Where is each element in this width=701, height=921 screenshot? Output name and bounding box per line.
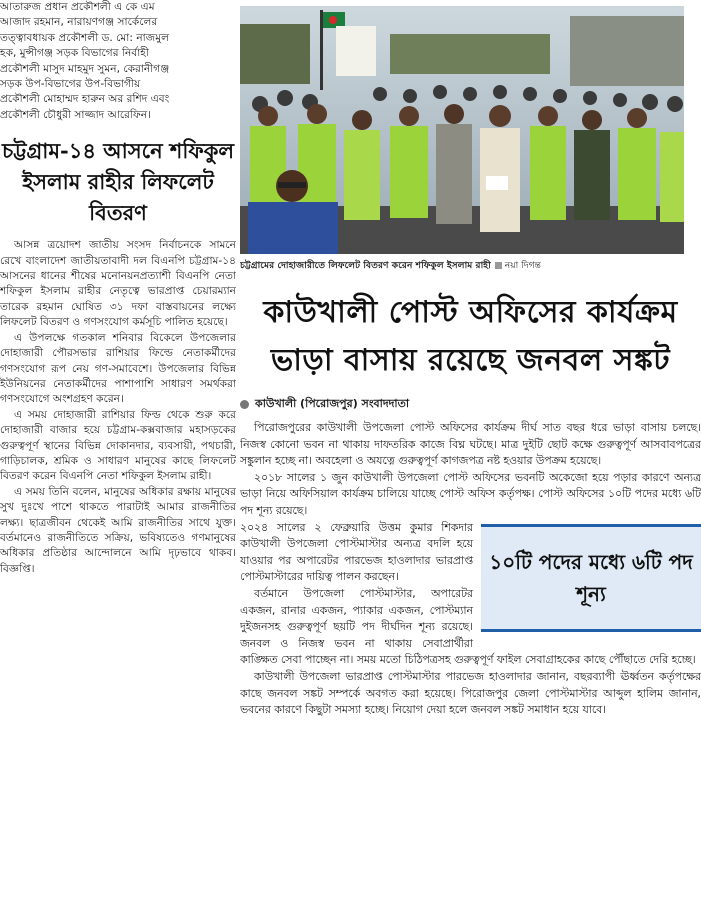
left-paragraph: এ উপলক্ষে গতকাল শনিবার বিকেলে উপজেলার দোহাজারী পৌরসভার রাশিয়ার ফিল্ডে নেতাকর্মীদের গণসংযোগ রূপ নেয় গণ-সমাবেশে। উপজেলার বিভিন্ন ইউনিয়নের নেতাকর্মীদের পাশাপাশি সাধারণ সমর্থকরা গণসংযোগে অংশগ্রহণ করেন। <box>0 331 236 406</box>
photo-caption-text: চট্টগ্রামের দোহাজারীতে লিফলেট বিতরণ করেন শফিকুল ইসলাম রাহী <box>240 260 491 271</box>
photo-caption <box>240 258 701 273</box>
pull-quote-box <box>481 524 701 632</box>
photo-source: নয়া দিগন্ত <box>504 260 542 271</box>
intro-line: হক, মুন্সীগঞ্জ সড়ক বিভাগের নির্বাহী <box>0 47 149 60</box>
left-paragraph: আসন্ন ত্রয়োদশ জাতীয় সংসদ নির্বাচনকে সামনে রেখে বাংলাদেশ জাতীয়তাবাদী দল বিএনপি চট্টগ্রাম-১৪ আসনের ধানের শীষের মনোনয়নপ্রত্যাশী বিএনপি নেতা শফিকুল ইসলাম রাহীর নেতৃত্বে ভারপ্রাপ্ত চেয়ারম্যান তারেক রহমান ঘোষিত ৩১ দফা বাস্তবায়নের লক্ষ্যে লিফলেট বিতরণ ও গণসংযোগ কর্মসূচি পালিত হয়েছে। <box>0 239 236 329</box>
intro-line: তত্ত্বাবধায়ক প্রকৌশলী ড. মো: নাজমুল <box>0 31 169 44</box>
rally-photo <box>240 6 684 254</box>
article-body <box>240 420 701 719</box>
article-paragraph: ২০১৮ সালের ১ জুন কাউখালী উপজেলা পোস্ট অফিসের ভবনটি অকেজো হয়ে পড়ার কারণে অন্যত্র ভাড়া নিয়ে অফিসিয়াল কার্যক্রম চালিয়ে যাচ্ছে পোস্ট অফিস কর্তৃপক্ষ। পোস্ট অফিসের ১০টি পদের মধ্যে ৬টি পদ শূন্য রয়েছে। <box>240 470 701 517</box>
intro-line: প্রকৌশলী মোহাম্মদ হারুন অর রশিদ এবং <box>0 93 170 106</box>
article-paragraph: ২০২৪ সালের ২ ফেব্রুয়ারি উত্তম কুমার শিকদার কাউখালী উপজেলা পোস্টমাস্টার অন্যত্র বদলি হয়ে যাওয়ার পর অপারেটর পারভেজ হাওলাদার ভারপ্রাপ্ত পোস্টমাস্টারের দায়িত্ব পালন করছেন। <box>240 520 473 584</box>
intro-line: সড়ক উপ-বিভাগের উপ-বিভাগীয় <box>0 78 141 91</box>
main-headline: কাউখালী পোস্ট অফিসের কার্যক্রম ভাড়া বাসায় রয়েছে জনবল সঙ্কট <box>263 295 678 378</box>
intro-line: আজাদ রহমান, নারায়ণগঞ্জ সার্কেলের <box>0 16 158 29</box>
byline-text: কাউখালী (পিরোজপুর) সংবাদদাতা <box>255 397 410 410</box>
rally-photo-illustration <box>240 6 684 254</box>
article-paragraph: কাউখালী উপজেলা ভারপ্রাপ্ত পোস্টমাস্টার পারভেজ হাওলাদার জানান, বছরব্যাপী ঊর্ধ্বতন কর্তৃপক্ষের কাছে জনবল সঙ্কট সম্পর্কে অবগত করা হয়েছে। পিরোজপুর জেলা পোস্টমাস্টার আব্দুল হালিম জানান, ভবনের কারণে কিছুটা সমস্যা হচ্ছে। নিয়োগ দেয়া হলে জনবল সঙ্কট সমাধান হয়ে যাবে। <box>240 669 701 717</box>
byline <box>240 395 701 414</box>
left-paragraph: এ সময় দোহাজারী রাশিয়ার ফিল্ড থেকে শুরু করে দোহাজারী বাজার হয়ে চট্টগ্রাম-কক্সবাজার মহাসড়কের গুরুত্বপূর্ণ স্থানের বিভিন্ন দোকানদার, ব্যবসায়ী, পথচারী, গাড়িচালক, শ্রমিক ও সাধারণ মানুষের কাছে লিফলেট বিতরণ করেন বিএনপি নেতা শফিকুল ইসলাম রাহী। <box>0 408 236 483</box>
intro-line: প্রকৌশলী চৌধুরী সাজ্জাদ আরেফিন। <box>0 108 151 121</box>
pull-quote: ১০টি পদের মধ্যে ৬টি পদ শূন্য <box>489 549 693 606</box>
left-paragraph: এ সময় তিনি বলেন, মানুষের অধিকার রক্ষায় মানুষের সুখ দুঃখে পাশে থাকতে পারাটাই আমার রাজনীতির লক্ষ্য। ছাত্রজীবন থেকেই আমি রাজনীতির সাথে যুক্ত। বর্তমানেও রাজনীতিতে সক্রিয়, ভবিষ্যতেও গণমানুষের অধিকার প্রতিষ্ঠার আন্দোলনে আমি দৃঢ়ভাবে থাকব। বিজ্ঞপ্তি। <box>0 485 236 575</box>
intro-text <box>0 0 236 123</box>
right-article <box>240 0 701 921</box>
left-headline: চট্টগ্রাম-১৪ আসনে শফিকুল ইসলাম রাহীর লিফলেট বিতরণ <box>1 138 235 226</box>
article-paragraph: বর্তমানে উপজেলা পোস্টমাস্টার, অপারেটর একজন, রানার একজন, প্যাকার একজন, পোস্টম্যান দুইজনসহ গুরুত্বপূর্ণ ছয়টি পদ দীর্ঘদিন শূন্য রয়েছে। জনবল ও নিজস্ব ভবন না থাকায় সেবাপ্রার্থীরা কাঙ্ক্ষিত সেবা পাচ্ছেন না। সময় মতো চিঠিপত্রসহ গুরুত্বপূর্ণ ফাইল সেবাগ্রাহকের কাছে পৌঁছাতে দেরি হচ্ছে। <box>240 586 696 667</box>
article-paragraph: পিরোজপুরের কাউখালী উপজেলা পোস্ট অফিসের কার্যক্রম দীর্ঘ সাত বছর ধরে ভাড়া বাসায় চলছে। নিজস্ব কোনো ভবন না থাকায় দাফতরিক কাজে বিঘ্ন ঘটছে। মাত্র দুইটি ছোট কক্ষে গুরুত্বপূর্ণ আসবাবপত্রের সঙ্কুলান হচ্ছে না। অবহেলা ও অযত্নে গুরুত্বপূর্ণ কাগজপত্র নষ্ট হওয়ার উপক্রম হয়েছে। <box>240 421 701 468</box>
bullet-dot-icon <box>240 400 249 409</box>
intro-line: আতারুজ প্রধান প্রকৌশলী এ কে এম <box>0 1 155 13</box>
intro-line: প্রকৌশলী মাসুদ মাহমুদ সুমন, কেরানীগঞ্জ <box>0 62 170 75</box>
left-article <box>0 0 236 921</box>
caption-square-icon <box>495 262 502 269</box>
